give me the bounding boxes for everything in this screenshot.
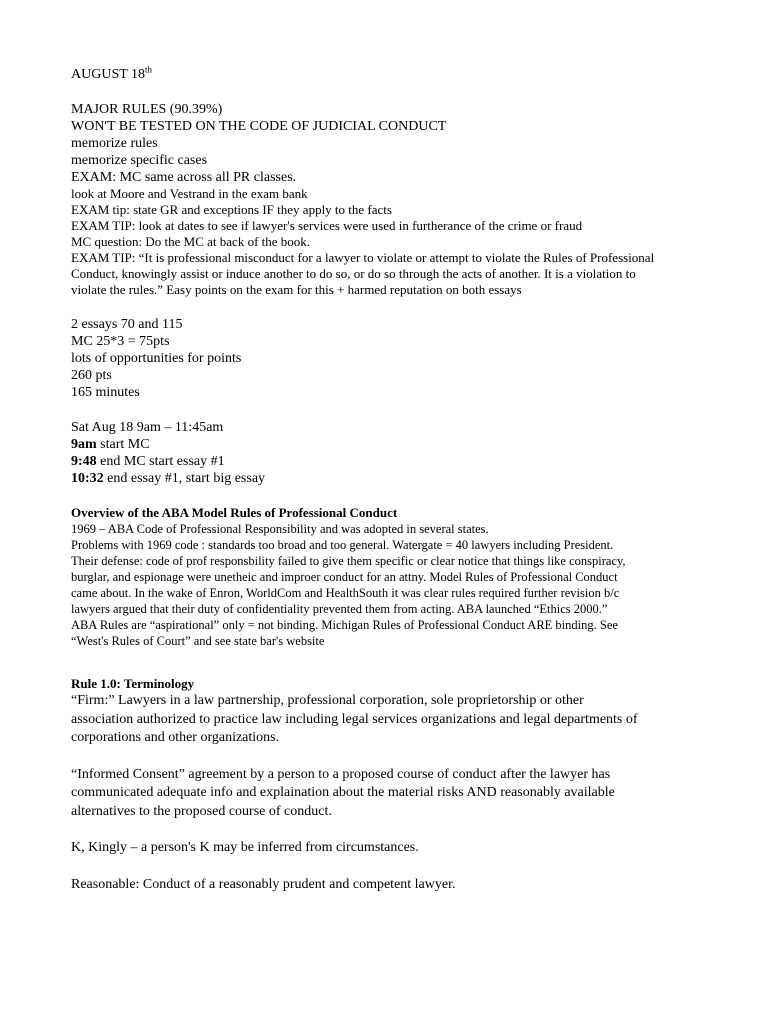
- overview-heading: Overview of the ABA Model Rules of Professional Conduct: [71, 505, 398, 520]
- schedule-item: [71, 470, 701, 487]
- schedule-time: 10:32: [71, 471, 104, 486]
- note-line: look at Moore and Vestrand in the exam bank: [71, 186, 308, 201]
- definition-line: corporations and other organizations.: [71, 730, 280, 745]
- spacer: [71, 487, 701, 505]
- schedule-item: [71, 453, 701, 470]
- definition-line: “Informed Consent” agreement by a person to a proposed course of conduct after the lawyer has: [71, 766, 611, 782]
- note-line: Conduct, knowingly assist or induce another to do so, or do so through the acts of another. It is a violation to: [71, 266, 636, 281]
- rule-heading: Rule 1.0: Terminology: [71, 676, 195, 691]
- overview-line: burglar, and espionage were unetheic and improer conduct for an attny. Model Rules of Professional Conduct: [71, 570, 618, 584]
- overview-line: came about. In the wake of Enron, WorldCom and HealthSouth it was clear rules required further revision b/c: [71, 586, 620, 600]
- date-text: AUGUST 18: [71, 67, 146, 82]
- schedule-desc: end essay #1, start big essay: [103, 471, 266, 486]
- definition-line: “Firm:” Lawyers in a law partnership, professional corporation, sole proprietorship or other: [71, 693, 584, 708]
- schedule-desc: end MC start essay #1: [96, 454, 225, 469]
- spacer: [71, 298, 701, 316]
- note-line: memorize rules: [71, 136, 158, 151]
- format-line: 2 essays 70 and 115: [71, 317, 183, 332]
- format-line: 165 minutes: [71, 385, 140, 400]
- overview-line: “West's Rules of Court” and see state bar's website: [71, 634, 325, 648]
- schedule-desc: start MC: [96, 437, 150, 452]
- date-heading: [71, 66, 701, 83]
- schedule-item: [71, 436, 701, 453]
- schedule-time: 9am: [71, 437, 97, 452]
- format-line: 260 pts: [71, 368, 112, 383]
- overview-line: 1969 – ABA Code of Professional Responsibility and was adopted in several states.: [71, 522, 489, 536]
- spacer: [71, 821, 701, 839]
- spacer: [71, 83, 701, 101]
- spacer: [71, 649, 701, 676]
- definition-line: communicated adequate info and explaination about the material risks AND reasonably available: [71, 785, 615, 800]
- note-line: EXAM TIP: look at dates to see if lawyer's services were used in furtherance of the crime or fraud: [71, 218, 583, 233]
- note-line: violate the rules.” Easy points on the exam for this + harmed reputation on both essays: [71, 282, 522, 297]
- note-line: EXAM tip: state GR and exceptions IF they apply to the facts: [71, 202, 392, 217]
- note-line: memorize specific cases: [71, 153, 208, 168]
- spacer: [71, 401, 701, 419]
- schedule-date: Sat Aug 18 9am – 11:45am: [71, 420, 224, 435]
- rule-1-0-section: [71, 676, 701, 894]
- note-line: MAJOR RULES (90.39%): [71, 102, 223, 117]
- note-line: EXAM: MC same across all PR classes.: [71, 170, 297, 185]
- definition-line: alternatives to the proposed course of conduct.: [71, 803, 332, 819]
- format-line: lots of opportunities for points: [71, 351, 242, 366]
- note-line: MC question: Do the MC at back of the book.: [71, 234, 311, 249]
- overview-line: Problems with 1969 code : standards too broad and too general. Watergate = 40 lawyers including President.: [71, 538, 614, 552]
- spacer: [71, 748, 701, 766]
- exam-format-section: [71, 316, 701, 401]
- overview-line: Their defense: code of prof responsbility failed to give them specific or clear notice that things like conspiracy,: [71, 554, 626, 568]
- format-line: MC 25*3 = 75pts: [71, 334, 170, 349]
- note-line: EXAM TIP: “It is professional misconduct for a lawyer to violate or attempt to violate the Rules of Professional: [71, 250, 655, 265]
- date-superscript: th: [145, 64, 153, 75]
- notes-body: [71, 66, 701, 894]
- definition-line: association authorized to practice law including legal services organizations and legal departments of: [71, 711, 638, 727]
- note-line: WON'T BE TESTED ON THE CODE OF JUDICIAL CONDUCT: [71, 119, 447, 134]
- definition-line: Reasonable: Conduct of a reasonably prudent and competent lawyer.: [71, 876, 456, 892]
- exam-notes-section: [71, 101, 701, 298]
- schedule-section: [71, 419, 701, 487]
- overview-line: lawyers argued that their duty of confidentiality prevented them from acting. ABA launched “Ethics 2000.”: [71, 602, 608, 616]
- overview-section: [71, 505, 701, 649]
- overview-line: ABA Rules are “aspirational” only = not binding. Michigan Rules of Professional Conduct ARE binding. See: [71, 618, 618, 632]
- spacer: [71, 858, 701, 876]
- definition-line: K, Kingly – a person's K may be inferred from circumstances.: [71, 840, 419, 855]
- schedule-time: 9:48: [71, 454, 97, 469]
